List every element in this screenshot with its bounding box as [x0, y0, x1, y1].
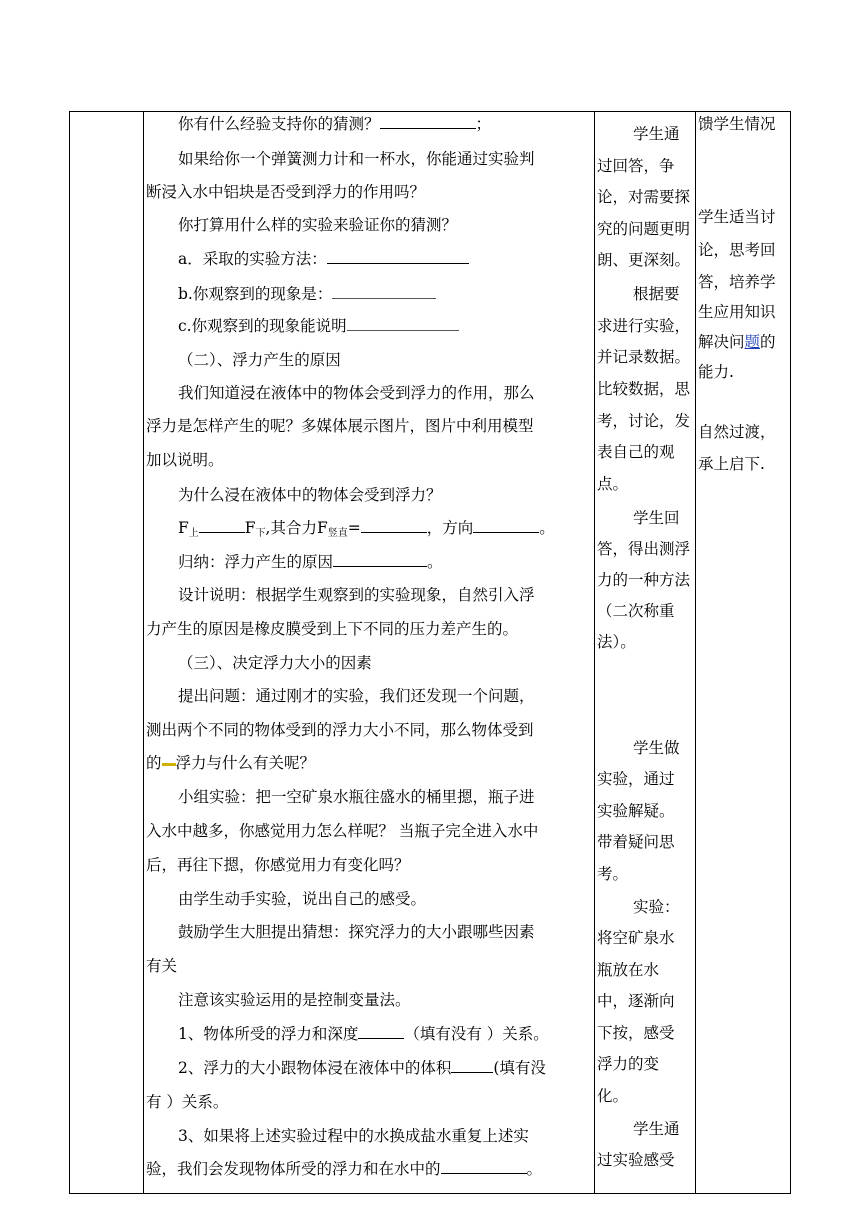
section-heading: （二）、浮力产生的原因 — [178, 351, 341, 369]
activity-line: 比较数据，思 — [597, 380, 691, 398]
activity-line: 实验解疑。 — [597, 802, 675, 820]
answer-blank — [473, 518, 539, 533]
text-line — [146, 753, 315, 773]
text-span: 浮力与什么有关呢？ — [175, 754, 316, 772]
answer-blank — [199, 518, 245, 533]
text-line: 论，思考回 — [698, 241, 776, 259]
activity-line: 考。 — [597, 865, 629, 883]
activity-line: 论，对需要探 — [597, 188, 691, 206]
text-line — [178, 552, 443, 572]
table-bottom-border — [69, 1193, 790, 1194]
activity-line: 学生回 — [633, 509, 680, 527]
text-line: 加以说明。 — [146, 451, 224, 469]
activity-line: 法）。 — [597, 633, 636, 651]
text-line: 设计说明：根据学生观察到的实验现象，自然引入浮 — [178, 586, 535, 604]
text-span: 归纳：浮力产生的原因 — [178, 553, 334, 571]
text-line: 生应用知识 — [698, 303, 776, 321]
activity-line: 将空矿泉水 — [597, 929, 675, 947]
text-line: 提出问题：通过刚才的实验，我们还发现一个问题， — [178, 687, 535, 705]
subscript: 下 — [255, 528, 266, 539]
text-span: 。 — [539, 519, 555, 537]
activity-line: 瓶放在水 — [597, 961, 660, 979]
text-line: 测出两个不同的物体受到的浮力大小不同，那么物体受到 — [146, 721, 534, 739]
text-line: 3、如果将上述实验过程中的水换成盐水重复上述实 — [178, 1127, 529, 1145]
text-line: 后，再往下摁，你感觉用力有变化吗？ — [146, 856, 410, 874]
answer-blank — [451, 1058, 493, 1073]
activity-line: 答，得出测浮 — [597, 540, 691, 558]
activity-line: 带着疑问思 — [597, 833, 675, 851]
text-line: 我们知道浸在液体中的物体会受到浮力的作用，那么 — [178, 384, 535, 402]
subscript: 竖直 — [327, 528, 348, 539]
answer-blank — [361, 518, 427, 533]
text-span: a．采取的实验方法： — [178, 250, 327, 268]
text-span: F — [178, 519, 189, 537]
activity-line: 下按，感受 — [597, 1024, 675, 1042]
text-span: = — [347, 519, 361, 537]
text-line: 由学生动手实验，说出自己的感受。 — [178, 890, 427, 908]
text-span: 解决问 — [698, 333, 745, 351]
hyperlink[interactable]: 题 — [744, 333, 761, 351]
text-span: （填有没有 ）关系。 — [404, 1025, 549, 1043]
text-span: (填有没 — [493, 1059, 546, 1077]
activity-line: 学生通 — [633, 1120, 680, 1138]
activity-line: 考，讨论，发 — [597, 412, 691, 430]
text-line: 有关 — [146, 957, 178, 975]
activity-line: 中，逐渐向 — [597, 992, 675, 1010]
activity-line: 究的问题更明 — [597, 220, 691, 238]
activity-line: 表自己的观 — [597, 443, 675, 461]
formula-line — [178, 518, 555, 541]
activity-line: 过回答，争 — [597, 157, 675, 175]
text-span: 验，我们会发现物体所受的浮力和在水中的 — [146, 1160, 441, 1178]
table-right-border — [790, 111, 791, 1194]
text-span: b.你观察到的现象是： — [178, 285, 333, 303]
text-line: 力产生的原因是橡皮膜受到上下不同的压力差产生的。 — [146, 620, 519, 638]
table-column-divider-3 — [695, 111, 696, 1194]
activity-line: 学生通 — [633, 125, 680, 143]
text-span: F — [244, 519, 256, 537]
text-line — [178, 316, 459, 336]
text-span: 你有什么经验支持你的猜测？ — [178, 115, 380, 133]
activity-line: 过实验感受 — [597, 1151, 675, 1169]
activity-line: 求进行实验， — [597, 317, 691, 335]
text-line: 为什么浸在液体中的物体会受到浮力？ — [178, 486, 442, 504]
text-line: 你打算用什么样的实验来验证你的猜测？ — [178, 216, 458, 234]
text-line: 答，培养学 — [698, 273, 776, 291]
activity-line: 学生做 — [633, 739, 680, 757]
text-span: 的 — [146, 754, 162, 772]
text-line — [178, 249, 469, 269]
activity-line: 实验： — [633, 898, 680, 916]
text-line: 鼓励学生大胆提出猜想：探究浮力的大小跟哪些因素 — [178, 923, 535, 941]
table-left-border — [69, 111, 70, 1194]
text-line: 如果给你一个弹簧测力计和一杯水，你能通过实验判 — [178, 150, 535, 168]
activity-line: 朗、更深刻。 — [597, 251, 691, 269]
answer-blank — [347, 316, 459, 331]
table-column-divider-1 — [143, 111, 144, 1194]
activity-line: 实验，通过 — [597, 770, 675, 788]
text-span: 。 — [526, 1160, 543, 1178]
text-line: 小组实验：把一空矿泉水瓶往盛水的桶里摁，瓶子进 — [178, 788, 535, 806]
text-line — [698, 332, 776, 352]
text-line: 承上启下. — [698, 455, 765, 473]
text-line: 自然过渡， — [698, 423, 776, 441]
text-span: ,其合力F — [265, 519, 328, 537]
text-line — [178, 114, 491, 134]
activity-line: 根据要 — [633, 285, 680, 303]
answer-blank — [358, 1024, 404, 1039]
text-line — [146, 1159, 542, 1179]
answer-blank — [332, 284, 436, 299]
text-line: 馈学生情况 — [698, 115, 776, 133]
text-line: 学生适当讨 — [698, 208, 776, 226]
text-line: 入水中越多，你感觉用力怎么样呢？ 当瓶子完全进入水中 — [146, 822, 539, 840]
answer-blank — [441, 1159, 527, 1174]
text-line — [178, 1024, 549, 1044]
activity-line: 浮力的变 — [597, 1055, 660, 1073]
answer-blank — [327, 249, 469, 264]
answer-blank — [380, 114, 476, 129]
activity-line: （二次称重 — [597, 602, 675, 620]
text-line — [178, 1058, 546, 1078]
text-line: 注意该实验运用的是控制变量法。 — [178, 991, 411, 1009]
text-span: ； — [475, 115, 492, 133]
activity-line: 力的一种方法 — [597, 571, 691, 589]
text-span: 1、物体所受的浮力和深度 — [178, 1025, 359, 1043]
text-line — [178, 284, 436, 304]
text-span: c.你观察到的现象能说明 — [178, 317, 347, 335]
text-line: 断浸入水中铝块是否受到浮力的作用吗？ — [146, 183, 426, 201]
highlight-mark — [162, 763, 176, 766]
table-column-divider-2 — [594, 111, 595, 1194]
text-span: 。 — [427, 553, 443, 571]
activity-line: 并记录数据。 — [597, 348, 691, 366]
text-span: 2、浮力的大小跟物体浸在液体中的体积 — [178, 1059, 452, 1077]
text-line: 浮力是怎样产生的呢？多媒体展示图片，图片中利用模型 — [146, 417, 534, 435]
text-line: 有 ）关系。 — [146, 1093, 229, 1111]
text-line: 能力. — [698, 363, 734, 381]
subscript: 上 — [188, 528, 199, 539]
text-span: 的 — [760, 333, 776, 351]
table-top-border — [69, 111, 790, 112]
section-heading: （三）、决定浮力大小的因素 — [178, 654, 372, 672]
activity-line: 点。 — [597, 475, 629, 493]
text-span: ，方向 — [426, 519, 474, 537]
activity-line: 化。 — [597, 1087, 629, 1105]
answer-blank — [333, 552, 427, 567]
